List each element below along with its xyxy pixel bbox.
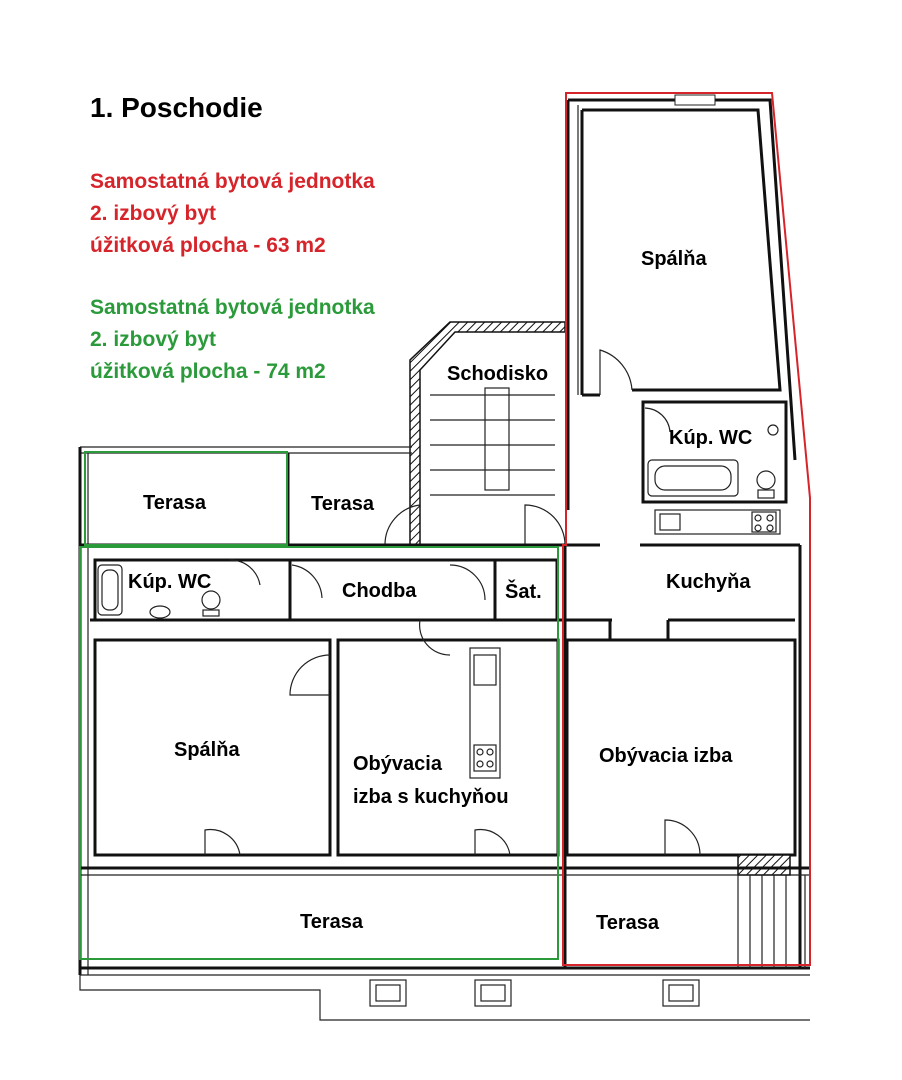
label-schodisko: Schodisko (447, 363, 549, 385)
label-terasa-bottom-left: Terasa (300, 911, 364, 933)
main-block-walls (80, 447, 800, 975)
label-terasa-left-top: Terasa (143, 492, 207, 514)
staircase (385, 322, 565, 545)
floor-title: 1. Poschodie (90, 92, 263, 123)
label-terasa-mid-top: Terasa (311, 493, 375, 515)
label-sat: Šat. (505, 581, 542, 603)
unit-green-type: Samostatná bytová jednotka (90, 296, 375, 319)
bottom-terraces (80, 868, 810, 1020)
label-kuchyna: Kuchyňa (666, 571, 751, 593)
label-obyvacia-right: Obývacia izba (599, 745, 733, 767)
unit-green-area: úžitková plocha - 74 m2 (90, 360, 326, 383)
label-obyvacia-kuch-2: izba s kuchyňou (353, 786, 509, 808)
label-obyvacia-kuch-1: Obývacia (353, 753, 442, 775)
label-kup-wc-right: Kúp. WC (669, 427, 753, 449)
label-chodba: Chodba (342, 580, 417, 602)
label-spalna-left: Spálňa (174, 739, 240, 761)
label-terasa-bottom-right: Terasa (596, 912, 660, 934)
unit-red-rooms: 2. izbový byt (90, 202, 217, 225)
right-kitchen-counter (655, 510, 780, 534)
unit-red-area: úžitková plocha - 63 m2 (90, 234, 326, 257)
label-kup-wc-left: Kúp. WC (128, 571, 212, 593)
label-spalna-top: Spálňa (641, 248, 707, 270)
unit-green-rooms: 2. izbový byt (90, 328, 217, 351)
unit-red-type: Samostatná bytová jednotka (90, 170, 375, 193)
right-bathroom (643, 402, 786, 502)
